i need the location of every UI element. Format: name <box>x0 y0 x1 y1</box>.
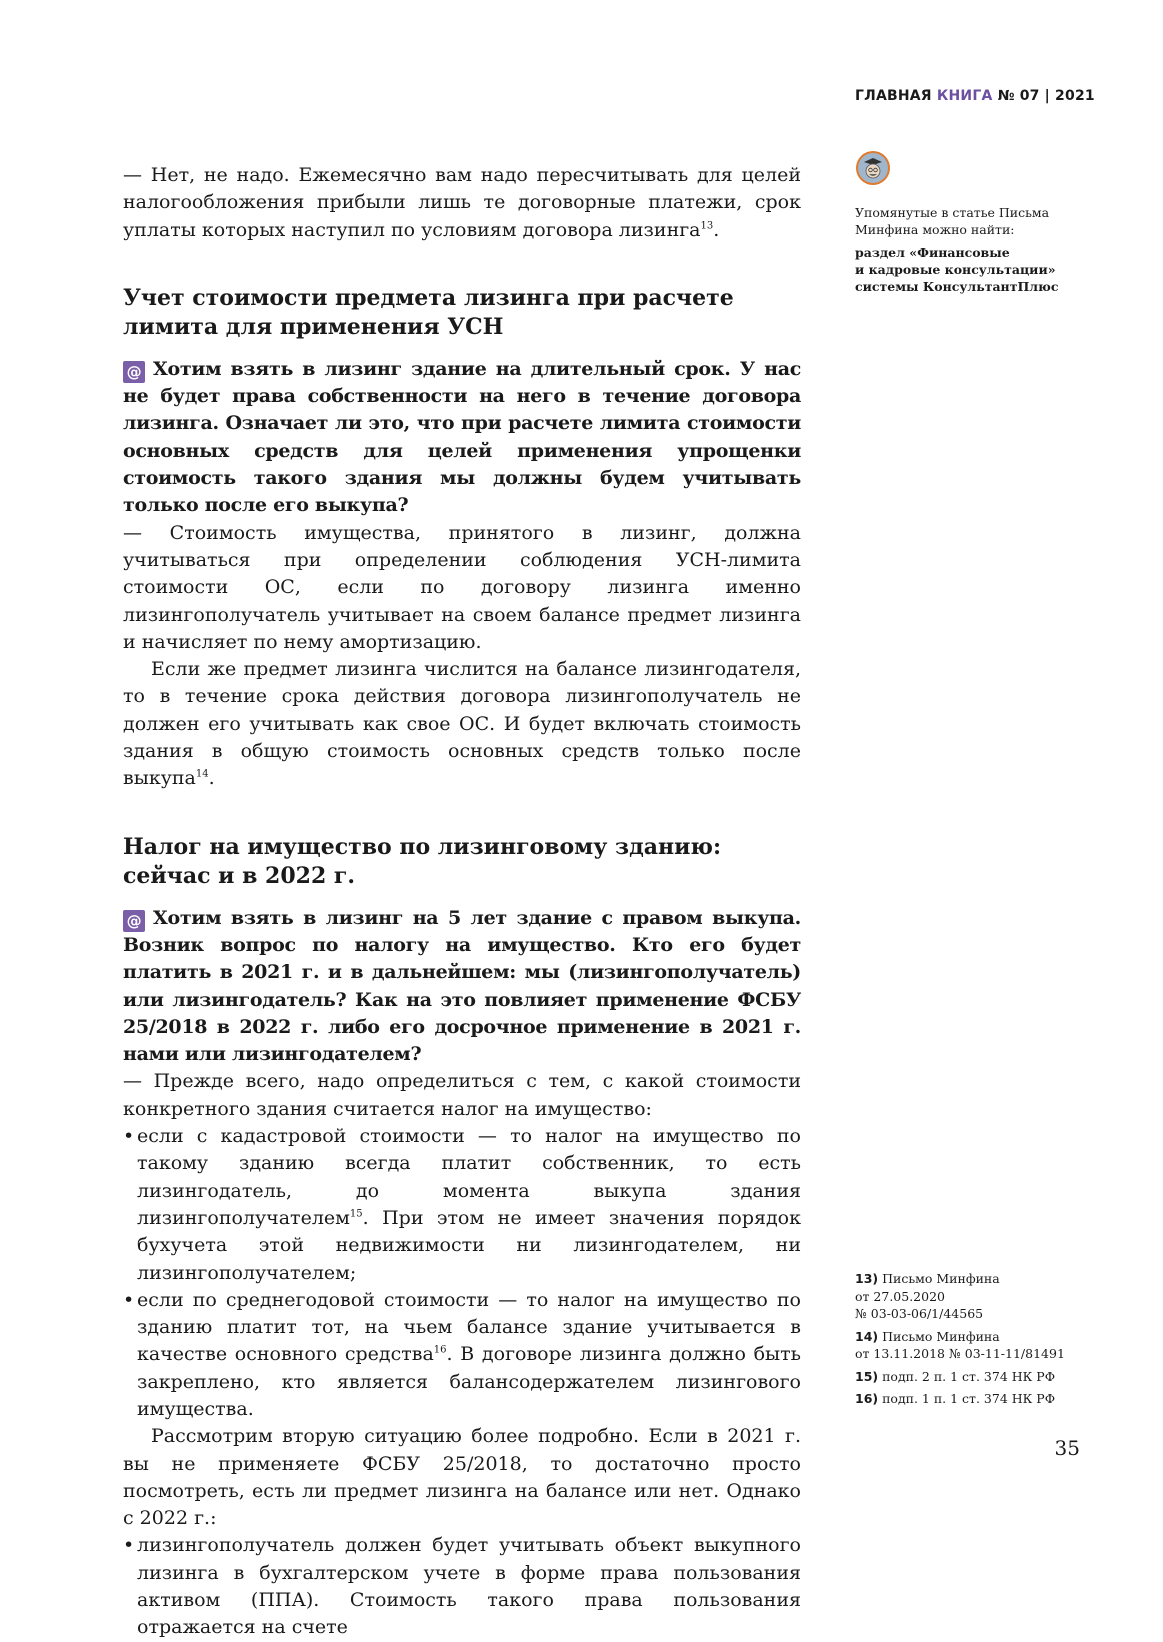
footnote-13: 13) Письмо Минфина от 27.05.2020 № 03-03-06/1/44565 <box>855 1271 1000 1321</box>
section1-question: @ Хотим взять в лизинг здание на длительный срок. У нас не будет права собственности на него в течение договора лизинга. Означает ли это, что при расчете лимита стоимости основных средств для целей применения упрощенки стоимость такого здания мы должны будем учитывать только после его выкупа? <box>123 357 801 517</box>
at-icon: @ <box>123 910 145 932</box>
sidebar-bold-line: раздел «Финансовые <box>855 245 1010 260</box>
section2-question: @ Хотим взять в лизинг на 5 лет здание с правом выкупа. Возник вопрос по налогу на имущество. Кто его будет платить в 2021 г. и в дальнейшем: мы (лизингополучатель) или лизингодатель? Как на это повлияет применение ФСБУ 25/2018 в 2022 г. либо его досрочное применение в 2021 г. нами или лизингодателем? <box>123 906 801 1066</box>
footnotes <box>855 1270 1095 1413</box>
footnote-16: 16) подп. 1 п. 1 ст. 374 НК РФ <box>855 1391 1056 1406</box>
header-issue: № 07 | 2021 <box>997 88 1095 104</box>
footnote-ref-15: 15 <box>349 1208 363 1220</box>
running-header <box>855 88 1095 104</box>
list-item: • если с кадастровой стоимости — то налог на имущество по такому зданию всегда платит собственник, то есть лизингодатель, до момента выкупа здания лизингополучателем$^{15}$. При этом не имеет значения порядок бухучета этой недвижимости ни лизингодателем, ни лизингополучателем; <box>123 1123 801 1287</box>
sidebar <box>855 150 1085 295</box>
section2-answer-intro: — Прежде всего, надо определиться с тем, с какой стоимости конкретного здания считается налог на имущество: <box>123 1070 801 1120</box>
section2-bullet-list <box>123 1123 801 1423</box>
footnote-15: 15) подп. 2 п. 1 ст. 374 НК РФ <box>855 1368 1056 1384</box>
header-title-part2: КНИГА <box>936 88 993 104</box>
page-number: 35 <box>1054 1436 1080 1460</box>
sidebar-bold-line: и кадровые консультации» <box>855 262 1056 277</box>
footnote-ref-14: 14 <box>195 769 209 781</box>
footnote-ref-13: 13 <box>700 220 714 232</box>
main-column <box>123 162 801 1642</box>
section2-bullet-list-2 <box>123 1532 801 1641</box>
list-item: • лизингополучатель должен будет учитывать объект выкупного лизинга в бухгалтерском учете в форме права пользования активом (ППА). Стоимость такого права пользования отражается на счете <box>123 1532 801 1641</box>
section1-heading: Учет стоимости предмета лизинга при расчете лимита для применения УСН <box>123 284 734 340</box>
section1-answer: — Стоимость имущества, принятого в лизинг, должна учитываться при определении соблюдения УСН-лимита стоимости ОС, если по договору лизинга именно лизингополучатель учитывает на своем балансе предмет лизинга и начисляет по нему амортизацию. <box>123 521 801 653</box>
section1-answer-continued: Если же предмет лизинга числится на балансе лизингодателя, то в течение срока действия договора лизингополучатель не должен его учитывать как свое ОС. И будет включать стоимость здания в общую стоимость основных средств только после выкупа$^{14}$. <box>123 658 801 790</box>
list-item: • если по среднегодовой стоимости — то налог на имущество по зданию платит тот, на чьем балансе здание учитывается в качестве основного средства$^{16}$. В договоре лизинга должно быть закреплено, кто является балансодержателем лизингового имущества. <box>123 1287 801 1423</box>
expert-avatar-icon <box>855 150 891 186</box>
section2-heading: Налог на имущество по лизинговому зданию: сейчас и в 2022 г. <box>123 833 722 889</box>
sidebar-note: Упомянутые в статье Письма Минфина можно найти: <box>855 205 1050 237</box>
intro-answer: — Нет, не надо. Ежемесячно вам надо пересчитывать для целей налогообложения прибыли лишь те договорные платежи, срок уплаты которых наступил по условиям договора лизинга$^{13}$. <box>123 164 801 241</box>
sidebar-bold-line: системы КонсультантПлюс <box>855 279 1059 294</box>
at-icon: @ <box>123 361 145 383</box>
header-title-part1: ГЛАВНАЯ <box>855 88 932 104</box>
footnote-ref-16: 16 <box>433 1345 447 1357</box>
footnote-14: 14) Письмо Минфина от 13.11.2018 № 03-11-11/81491 <box>855 1328 1065 1361</box>
section2-paragraph: Рассмотрим вторую ситуацию более подробно. Если в 2021 г. вы не применяете ФСБУ 25/2018, то достаточно просто посмотреть, есть ли предмет лизинга на балансе или нет. Однако с 2022 г.: <box>123 1425 801 1530</box>
